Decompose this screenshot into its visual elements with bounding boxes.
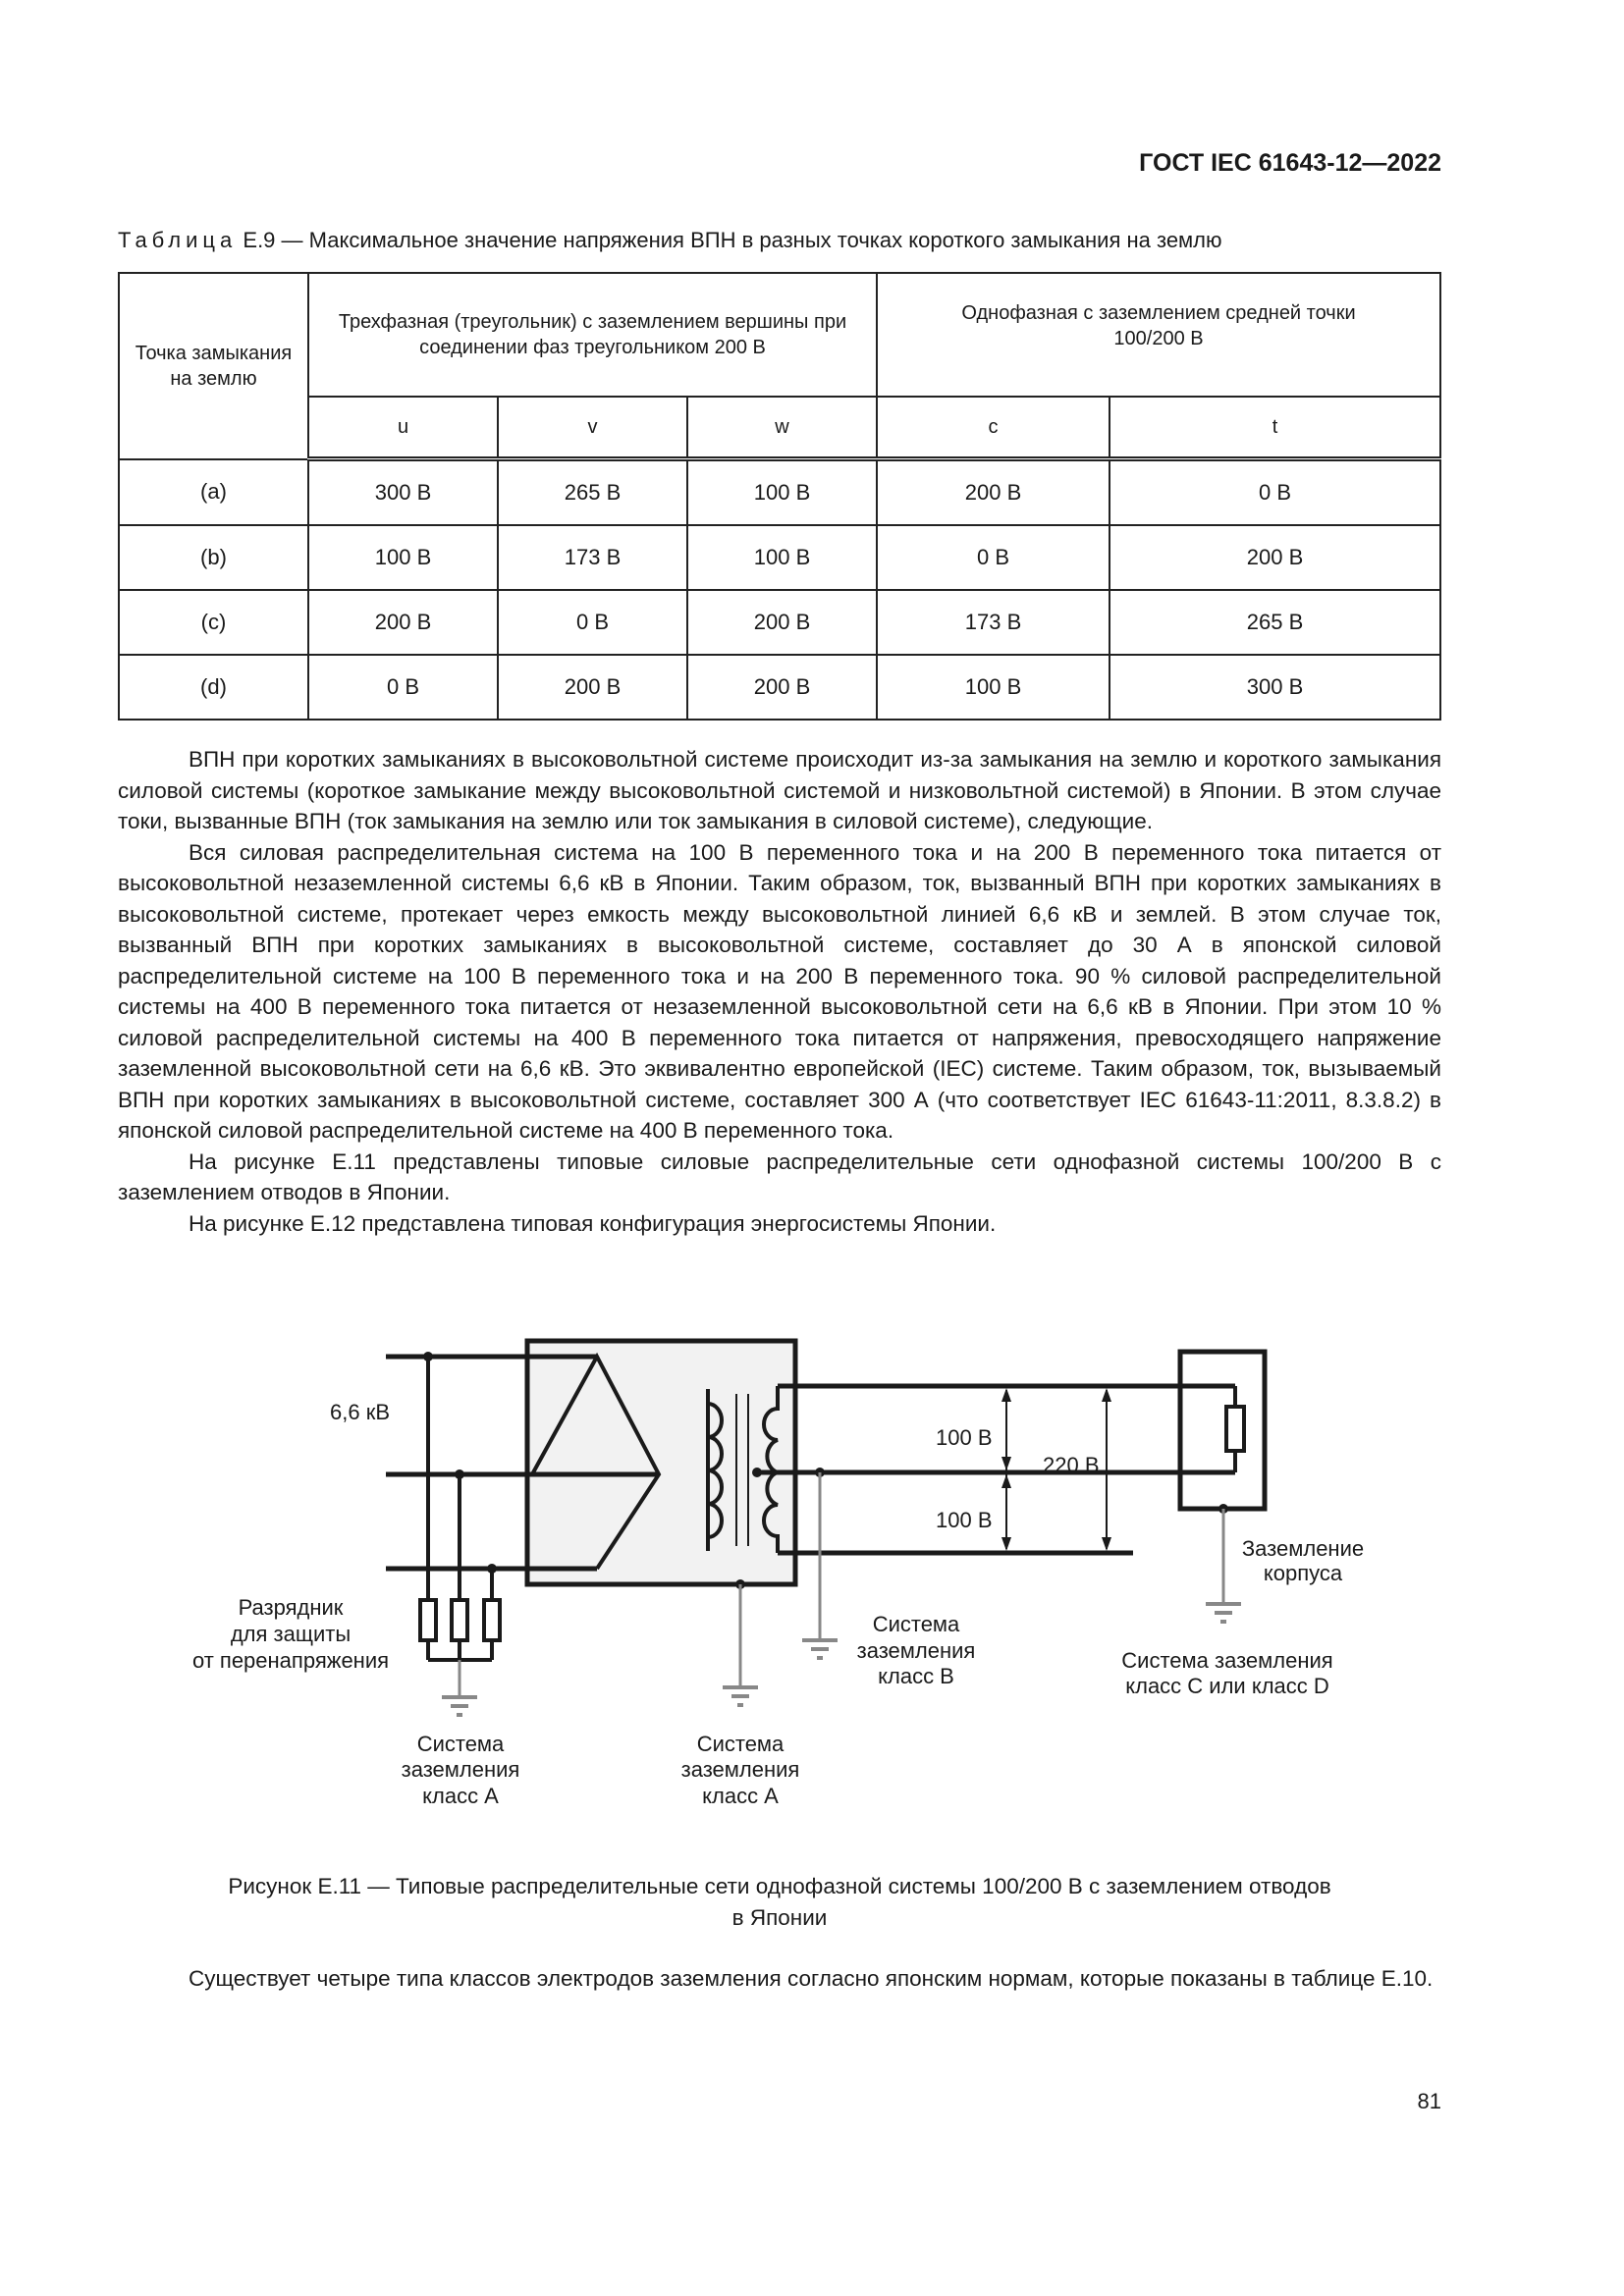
label-case-ground: корпуса <box>1263 1561 1343 1585</box>
subheader-t: t <box>1110 397 1440 459</box>
cell-value: 100 В <box>687 459 877 526</box>
cell-value: 0 В <box>498 590 687 655</box>
paragraph: ВПН при коротких замыканиях в высоковольтной системе происходит из-за замыкания на землю и короткого замыкания силовой системы (короткое замыкание между высоковольтной системой и низковольтной системой) в Японии. В этом случае токи, вызванные ВПН (ток замыкания на землю или ток замыкания в силовой системе), следующие. <box>118 747 1441 833</box>
label-100-top: 100 В <box>936 1425 993 1450</box>
paragraph: Существует четыре типа классов электродов заземления согласно японским нормам, которые показаны в таблице Е.10. <box>189 1966 1434 1991</box>
cell-value: 265 В <box>498 459 687 526</box>
cell-point: (b) <box>119 525 308 590</box>
document-id-header: ГОСТ IEC 61643-12—2022 <box>1139 149 1441 177</box>
figure-caption-line1: Рисунок Е.11 — Типовые распределительные сети однофазной системы 100/200 В с заземлением отводов <box>228 1874 1331 1898</box>
cell-value: 173 В <box>498 525 687 590</box>
subheader-v: v <box>498 397 687 459</box>
label-ground-cd: класс С или класс D <box>1125 1674 1329 1698</box>
cell-value: 200 В <box>1110 525 1440 590</box>
cell-value: 265 В <box>1110 590 1440 655</box>
table-caption-prefix: Таблица <box>118 228 238 252</box>
cell-point: (a) <box>119 459 308 526</box>
subheader-c: c <box>877 397 1110 459</box>
header-three-phase: Трехфазная (треугольник) с заземлением вершины при соединении фаз треугольником 200 В <box>308 273 877 397</box>
label-ground-a-mid: класс А <box>702 1784 779 1808</box>
cell-value: 200 В <box>877 459 1110 526</box>
label-ground-a-left: класс А <box>422 1784 499 1808</box>
label-ground-a-mid: Система <box>696 1732 785 1756</box>
label-ground-a-left: заземления <box>401 1757 520 1782</box>
cell-value: 100 В <box>877 655 1110 720</box>
paragraph: Вся силовая распределительная система на 100 В переменного тока и на 200 В переменного тока питается от высоковольтной незаземленной системы 6,6 кВ в Японии. Таким образом, ток, вызванный ВПН при коротких замыканиях в высоковольтной системе, протекает через емкость между высоковольтной линией 6,6 кВ и землей. В этом случае ток, вызванный ВПН при коротких замыканиях в высоковольтной системе, составляет до 30 А в японской силовой распределительной системе на 100 В переменного тока и на 200 В переменного тока. 90 % силовой распределительной системы на 400 В переменного тока питается от незаземленной высоковольтной сети на 6,6 кВ в Японии. При этом 10 % силовой распределительной системы на 400 В переменного тока питается от напряжения, превосходящего напряжение заземленной высоковольтной сети на 6,6 кВ. Это эквивалентно европейской (IEC) системе. Таким образом, ток, вызываемый ВПН при коротких замыканиях в высоковольтной системе, составляет 300 А (что соответствует IEC 61643-11:2011, 8.3.8.2) в японской силовой распределительной системе на 400 В переменного тока. <box>118 839 1441 1143</box>
cell-value: 173 В <box>877 590 1110 655</box>
closing-text <box>118 1963 1441 1995</box>
subheader-w: w <box>687 397 877 459</box>
header-single-phase-line1: Однофазная с заземлением средней точки <box>961 302 1356 324</box>
paragraph: На рисунке Е.12 представлена типовая конфигурация энергосистемы Японии. <box>189 1210 997 1236</box>
cell-value: 200 В <box>308 590 498 655</box>
subheader-u: u <box>308 397 498 459</box>
label-arrester: от перенапряжения <box>191 1648 390 1673</box>
figure-caption <box>118 1871 1441 1934</box>
cell-value: 0 В <box>1110 459 1440 526</box>
figure-caption-line2: в Японии <box>731 1905 828 1930</box>
label-arrester: для защиты <box>230 1622 352 1646</box>
table-caption-text: Е.9 — Максимальное значение напряжения ВПН в разных точках короткого замыкания на землю <box>243 228 1222 252</box>
cell-value: 300 В <box>1110 655 1440 720</box>
cell-value: 0 В <box>308 655 498 720</box>
equipment-enclosure <box>1180 1352 1265 1509</box>
label-case-ground: Заземление <box>1241 1536 1365 1561</box>
cell-point: (c) <box>119 590 308 655</box>
label-hv: 6,6 кВ <box>330 1400 390 1424</box>
label-220: 220 В <box>1043 1453 1100 1477</box>
load-resistor-icon <box>1226 1407 1244 1451</box>
cell-value: 100 В <box>308 525 498 590</box>
cell-value: 200 В <box>687 590 877 655</box>
label-ground-b: заземления <box>856 1638 976 1663</box>
label-arrester: Разрядник <box>238 1595 344 1620</box>
header-fault-point: Точка замыкания на землю <box>119 273 308 459</box>
cell-value: 0 В <box>877 525 1110 590</box>
header-single-phase-line2: 100/200 В <box>1113 328 1204 349</box>
transformer-box <box>527 1341 795 1584</box>
surge-arrester-icon <box>420 1600 500 1640</box>
label-ground-b: Система <box>872 1612 960 1636</box>
page-number: 81 <box>1417 2089 1441 2113</box>
label-ground-b: класс В <box>878 1664 954 1688</box>
cell-value: 200 В <box>687 655 877 720</box>
label-ground-a-mid: заземления <box>680 1757 800 1782</box>
cell-value: 200 В <box>498 655 687 720</box>
cell-value: 100 В <box>687 525 877 590</box>
cell-point: (d) <box>119 655 308 720</box>
label-ground-a-left: Система <box>416 1732 505 1756</box>
label-100-bottom: 100 В <box>936 1508 993 1532</box>
paragraph: На рисунке Е.11 представлены типовые силовые распределительные сети однофазной системы 100/200 В с заземлением отводов в Японии. <box>118 1148 1441 1204</box>
cell-value: 300 В <box>308 459 498 526</box>
label-ground-cd: Система заземления <box>1121 1648 1333 1673</box>
